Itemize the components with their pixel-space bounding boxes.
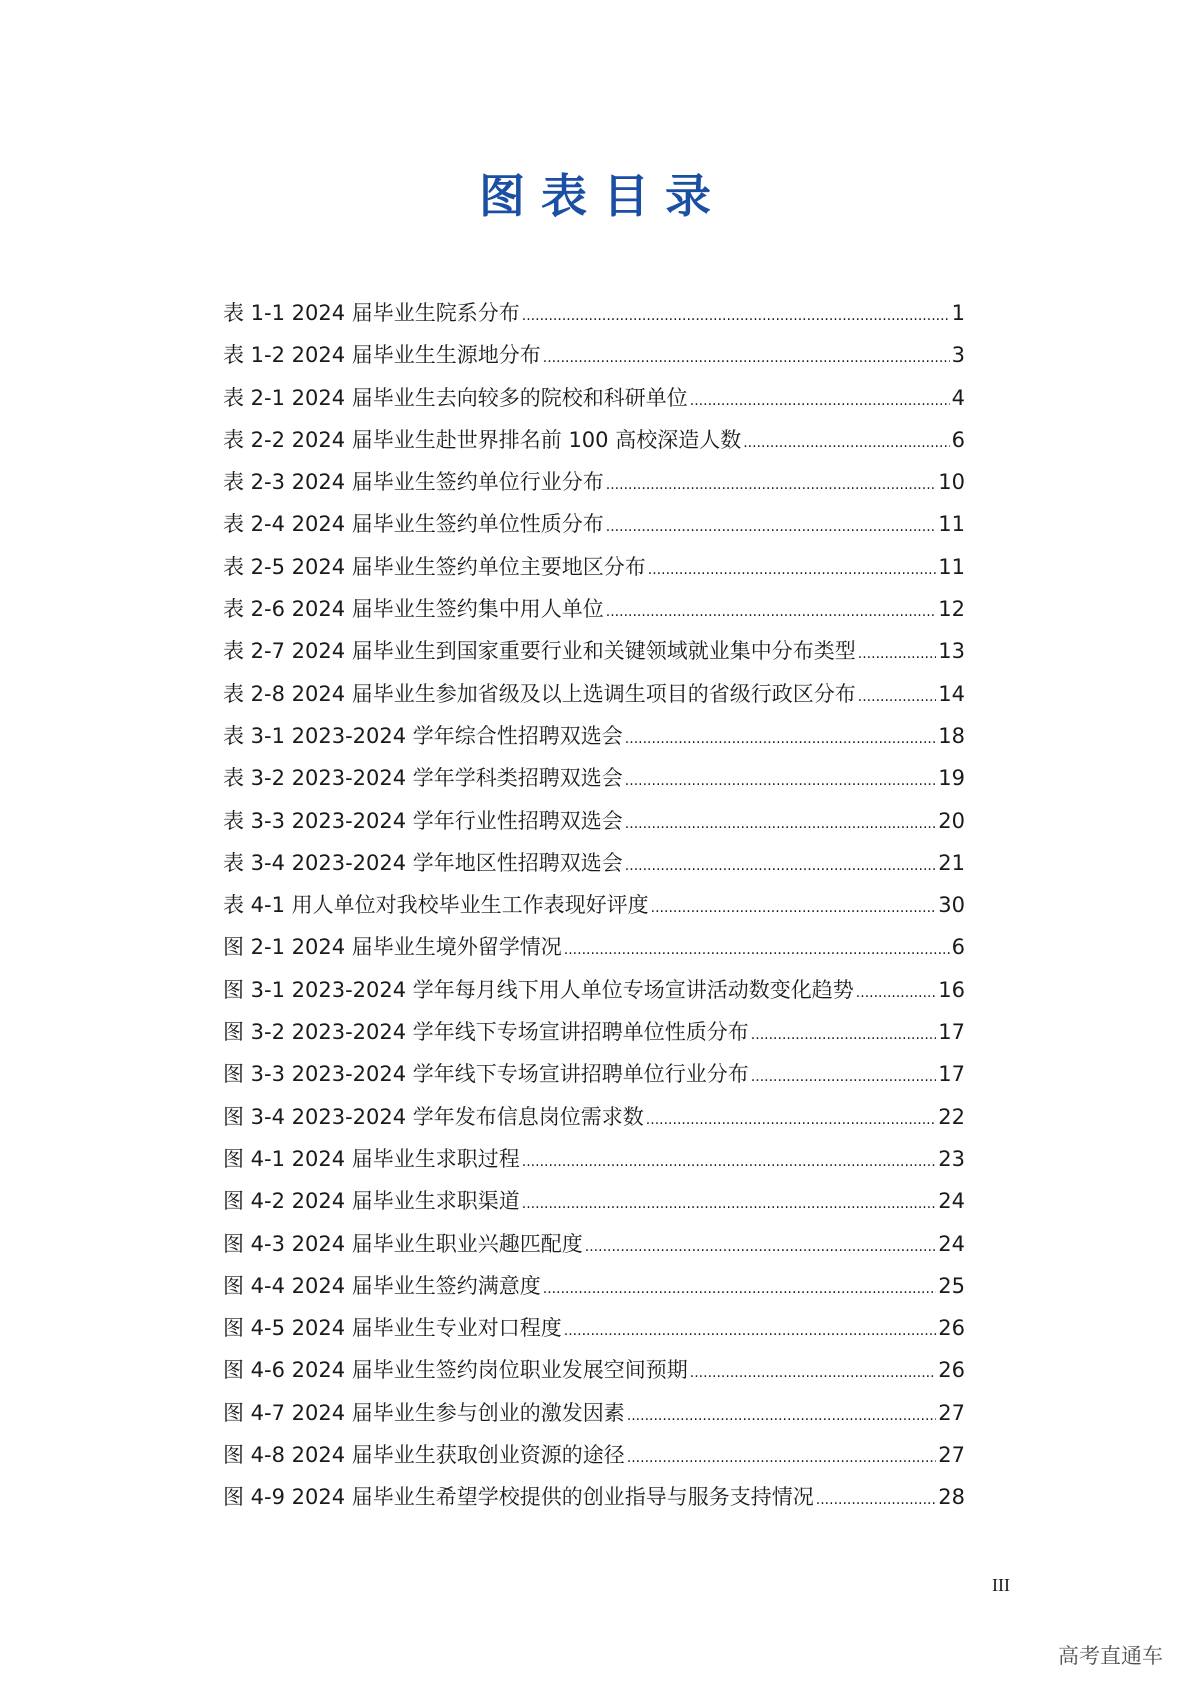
watermark: 高考直通车 — [1058, 1644, 1163, 1668]
toc-entry-page: 11 — [938, 512, 965, 537]
toc-entry[interactable] — [223, 1138, 965, 1180]
toc-entry[interactable] — [223, 419, 965, 461]
toc-entry[interactable] — [223, 1434, 965, 1476]
toc-entry-label: 表 3-4 2023-2024 学年地区性招聘双选会 — [223, 850, 623, 875]
dot-leader — [816, 1479, 936, 1521]
toc-entry-label: 表 3-2 2023-2024 学年学科类招聘双选会 — [223, 766, 623, 791]
page-title: 图表目录 — [479, 169, 727, 223]
dot-leader — [625, 760, 936, 802]
toc-entry-label: 图 4-9 2024 届毕业生希望学校提供的创业指导与服务支持情况 — [223, 1485, 814, 1510]
dot-leader — [751, 1056, 936, 1098]
toc-entry-page: 25 — [938, 1273, 965, 1298]
toc-entry-page: 24 — [938, 1189, 965, 1214]
toc-entry-label: 图 3-2 2023-2024 学年线下专场宣讲招聘单位性质分布 — [223, 1020, 749, 1045]
toc-entry[interactable] — [223, 292, 965, 334]
toc-entry[interactable] — [223, 1053, 965, 1095]
toc-entry[interactable] — [223, 800, 965, 842]
toc-entry-page: 17 — [938, 1062, 965, 1087]
toc-entry[interactable] — [223, 377, 965, 419]
toc-entry-label: 表 3-3 2023-2024 学年行业性招聘双选会 — [223, 808, 623, 833]
toc-entry-page: 4 — [951, 385, 965, 410]
dot-leader — [522, 295, 950, 337]
toc-entry-page: 11 — [938, 554, 965, 579]
toc-entry-label: 图 3-3 2023-2024 学年线下专场宣讲招聘单位行业分布 — [223, 1062, 749, 1087]
dot-leader — [522, 1183, 936, 1225]
toc-entry-label: 表 2-3 2024 届毕业生签约单位行业分布 — [223, 470, 604, 495]
dot-leader — [564, 929, 950, 971]
dot-leader — [751, 1014, 936, 1056]
toc-entry-page: 16 — [938, 977, 965, 1002]
toc-entry-label: 图 4-3 2024 届毕业生职业兴趣匹配度 — [223, 1231, 583, 1256]
toc-entry-page: 6 — [951, 935, 965, 960]
toc-entry-page: 6 — [951, 427, 965, 452]
dot-leader — [522, 1141, 936, 1183]
dot-leader — [648, 549, 936, 591]
toc-entry-label: 表 2-7 2024 届毕业生到国家重要行业和关键领域就业集中分布类型 — [223, 639, 856, 664]
toc-entry-page: 14 — [938, 681, 965, 706]
toc-entry[interactable] — [223, 673, 965, 715]
toc-entry-page: 12 — [938, 597, 965, 622]
dot-leader — [606, 506, 936, 548]
page-number: III — [992, 1575, 1010, 1595]
toc-entry[interactable] — [223, 1392, 965, 1434]
dot-leader — [743, 422, 949, 464]
toc-entry-page: 10 — [938, 470, 965, 495]
dot-leader — [625, 845, 936, 887]
toc-entry-label: 图 4-1 2024 届毕业生求职过程 — [223, 1146, 520, 1171]
dot-leader — [651, 887, 937, 929]
toc-entry-label: 图 3-1 2023-2024 学年每月线下用人单位专场宣讲活动数变化趋势 — [223, 977, 854, 1002]
toc-entry-label: 表 2-4 2024 届毕业生签约单位性质分布 — [223, 512, 604, 537]
toc-entry-label: 图 4-5 2024 届毕业生专业对口程度 — [223, 1316, 562, 1341]
toc-entry-page: 1 — [951, 301, 965, 325]
toc-entry[interactable] — [223, 715, 965, 757]
dot-leader — [625, 803, 936, 845]
dot-leader — [543, 1268, 936, 1310]
toc-entry-page: 17 — [938, 1020, 965, 1045]
toc-entry-page: 26 — [938, 1358, 965, 1383]
toc-entry-label: 表 4-1 用人单位对我校毕业生工作表现好评度 — [223, 893, 649, 918]
toc-entry[interactable] — [223, 926, 965, 968]
toc-entry-page: 27 — [938, 1443, 965, 1468]
dot-leader — [646, 1099, 936, 1141]
dot-leader — [625, 718, 936, 760]
toc-entry-page: 24 — [938, 1231, 965, 1256]
dot-leader — [585, 1226, 936, 1268]
toc-entry-page: 28 — [938, 1485, 965, 1510]
toc-entry[interactable] — [223, 588, 965, 630]
toc-entry[interactable] — [223, 1180, 965, 1222]
toc-entry[interactable] — [223, 1096, 965, 1138]
toc-entry-label: 表 1-2 2024 届毕业生生源地分布 — [223, 343, 541, 368]
toc-entry[interactable] — [223, 546, 965, 588]
toc-entry-page: 27 — [938, 1400, 965, 1425]
toc-entry[interactable] — [223, 884, 965, 926]
toc-entry-label: 图 4-8 2024 届毕业生获取创业资源的途径 — [223, 1443, 625, 1468]
toc-entry[interactable] — [223, 1223, 965, 1265]
toc-entry-label: 表 2-5 2024 届毕业生签约单位主要地区分布 — [223, 554, 646, 579]
toc-entry[interactable] — [223, 842, 965, 884]
toc-entry[interactable] — [223, 757, 965, 799]
dot-leader — [858, 676, 936, 718]
toc-entry[interactable] — [223, 1265, 965, 1307]
toc-entry-label: 表 2-8 2024 届毕业生参加省级及以上选调生项目的省级行政区分布 — [223, 681, 856, 706]
toc-entry-page: 23 — [938, 1146, 965, 1171]
toc-entry[interactable] — [223, 630, 965, 672]
toc-entry[interactable] — [223, 461, 965, 503]
toc-entry-label: 表 1-1 2024 届毕业生院系分布 — [223, 301, 520, 325]
toc-entry-page: 30 — [938, 893, 965, 918]
dot-leader — [856, 972, 936, 1014]
toc-entry-page: 20 — [938, 808, 965, 833]
dot-leader — [543, 337, 950, 379]
toc-entry-page: 18 — [938, 723, 965, 748]
toc-entry-label: 图 3-4 2023-2024 学年发布信息岗位需求数 — [223, 1104, 644, 1129]
dot-leader — [606, 591, 936, 633]
toc-entry[interactable] — [223, 969, 965, 1011]
dot-leader — [564, 1310, 936, 1352]
toc-entry-label: 图 4-6 2024 届毕业生签约岗位职业发展空间预期 — [223, 1358, 688, 1383]
toc-entry-label: 图 2-1 2024 届毕业生境外留学情况 — [223, 935, 562, 960]
dot-leader — [690, 380, 950, 422]
toc-entry[interactable] — [223, 1011, 965, 1053]
dot-leader — [606, 464, 936, 506]
dot-leader — [858, 633, 936, 675]
toc-entry-page: 26 — [938, 1316, 965, 1341]
toc-entry[interactable] — [223, 1476, 965, 1518]
toc-entry-page: 22 — [938, 1104, 965, 1129]
toc-entry[interactable] — [223, 1349, 965, 1391]
table-of-figures — [223, 292, 965, 1519]
dot-leader — [627, 1395, 936, 1437]
toc-entry-label: 图 4-2 2024 届毕业生求职渠道 — [223, 1189, 520, 1214]
toc-entry-page: 13 — [938, 639, 965, 664]
toc-entry-label: 表 2-1 2024 届毕业生去向较多的院校和科研单位 — [223, 385, 688, 410]
toc-entry[interactable] — [223, 503, 965, 545]
toc-entry[interactable] — [223, 1307, 965, 1349]
dot-leader — [690, 1352, 936, 1394]
toc-entry-label: 表 3-1 2023-2024 学年综合性招聘双选会 — [223, 723, 623, 748]
toc-entry-label: 图 4-4 2024 届毕业生签约满意度 — [223, 1273, 541, 1298]
toc-entry-label: 表 2-2 2024 届毕业生赴世界排名前 100 高校深造人数 — [223, 427, 742, 452]
dot-leader — [627, 1437, 936, 1479]
toc-entry-page: 19 — [938, 766, 965, 791]
toc-entry[interactable] — [223, 334, 965, 376]
toc-entry-label: 表 2-6 2024 届毕业生签约集中用人单位 — [223, 597, 604, 622]
toc-entry-page: 21 — [938, 850, 965, 875]
toc-entry-label: 图 4-7 2024 届毕业生参与创业的激发因素 — [223, 1400, 625, 1425]
toc-entry-page: 3 — [951, 343, 965, 368]
